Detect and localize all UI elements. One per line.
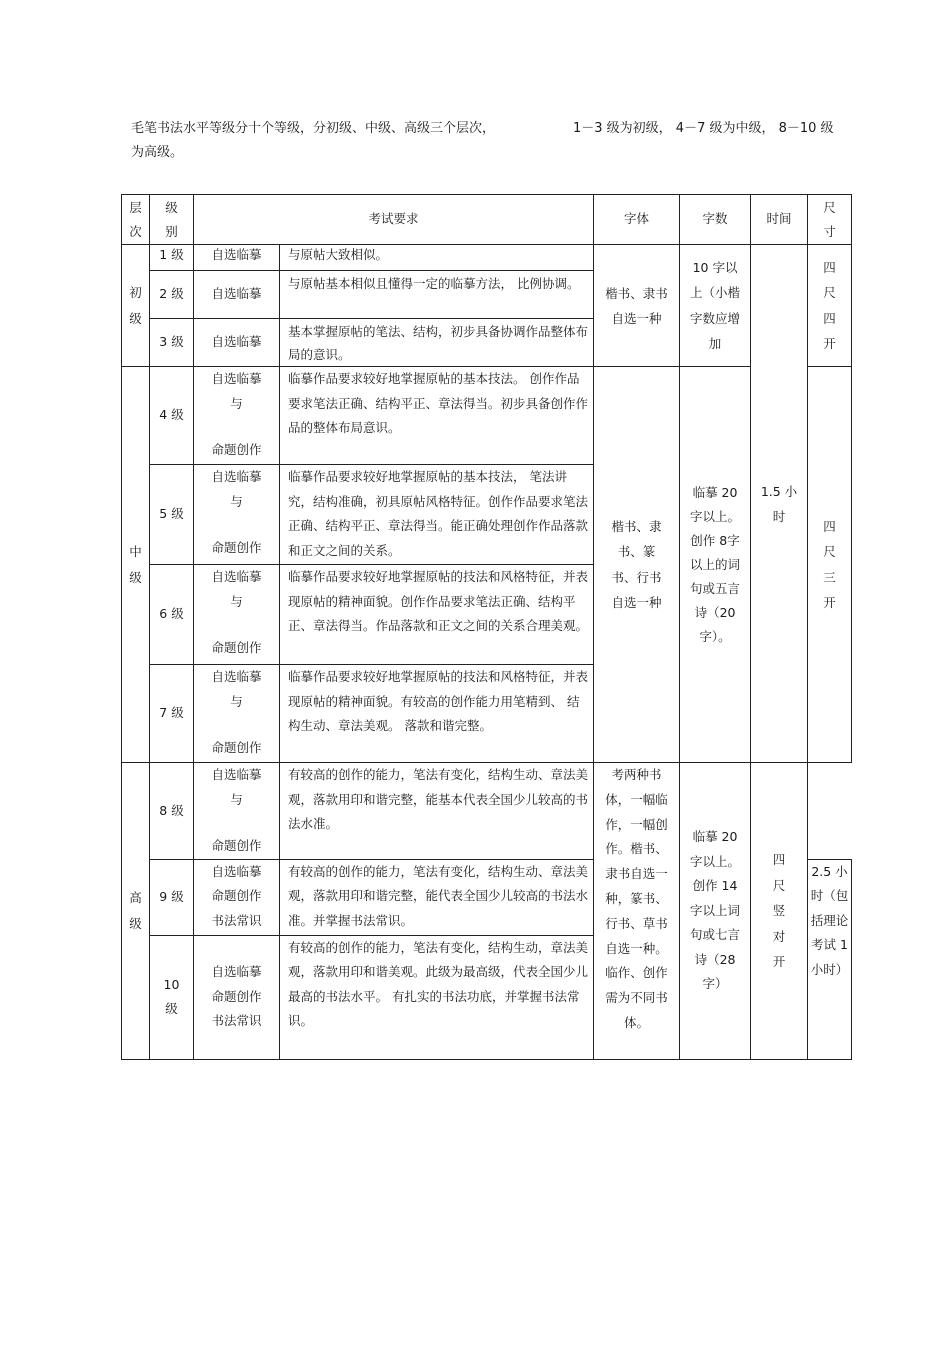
exam-type-line: 命题创作 — [211, 540, 262, 555]
exam-type — [194, 367, 280, 465]
requirement-text: 有较高的创作的能力，笔法有变化，结构生动、章法美观，落款用印和谐完整，能代表全国少儿较高的书法水准。并掌握书法常识。 — [280, 859, 594, 935]
exam-type-line: 命题创作 — [211, 988, 262, 1004]
exam-type-line: 命题创作 — [211, 838, 262, 853]
exam-type — [194, 859, 280, 935]
grade-cell: 1 级 — [150, 245, 194, 271]
beginner-script: 楷书、隶书自选一种 — [594, 245, 680, 367]
header-grade: 级别 — [150, 195, 194, 245]
tier-advanced: 高级 — [122, 763, 150, 1060]
exam-type-line: 与 — [230, 493, 243, 509]
grade-cell: 6 级 — [150, 565, 194, 665]
header-script: 字体 — [594, 195, 680, 245]
grade-cell: 2 级 — [150, 271, 194, 319]
advanced-time: 2.5 小时（包括理论考试 1小时） — [808, 859, 852, 1059]
requirement-text: 与原帖大致相似。 — [280, 245, 594, 271]
advanced-size: 四尺竖对开 — [751, 763, 808, 1060]
exam-type-line: 命题创作 — [211, 740, 262, 755]
requirement-text: 有较高的创作的能力，笔法有变化，结构生动、章法美观，落款用印和谐完整，能基本代表全国少儿较高的书法水准。 — [280, 763, 594, 860]
exam-type-line: 自选临摹 — [211, 863, 262, 879]
exam-type-line: 自选临摹 — [211, 669, 262, 684]
exam-type-line: 命题创作 — [211, 888, 262, 903]
exam-type-line: 命题创作 — [211, 442, 262, 457]
advanced-char-count: 临摹 20 字以上。创作 14 字以上词句或七言诗（28 字） — [680, 763, 751, 1060]
table-row — [122, 367, 852, 465]
requirement-text: 临摹作品要求较好地掌握原帖的基本技法， 笔法讲究，结构准确，初具原帖风格特征。创作作品要求笔法正确、结构平正、章法得当。能正确处理创作作品落款和正文之间的关系。 — [280, 465, 594, 565]
grade-cell: 8 级 — [150, 763, 194, 860]
requirement-text: 临摹作品要求较好地掌握原帖的基本技法。 创作作品要求笔法正确、结构平正、章法得当。初步具备创作作品的整体布局意识。 — [280, 367, 594, 465]
requirement-text: 基本掌握原帖的笔法、结构，初步具备协调作品整体布局的意识。 — [280, 319, 594, 367]
middle-char-count: 临摹 20 字以上。创作 8字以上的词句或五言诗（20 字）。 — [680, 367, 751, 763]
exam-type-line: 与 — [230, 791, 243, 807]
header-row — [122, 195, 852, 245]
middle-size: 四尺三开 — [808, 367, 852, 763]
exam-type-line: 与 — [230, 693, 243, 709]
exam-type-line: 与 — [230, 395, 243, 411]
header-size: 尺寸 — [808, 195, 852, 245]
requirement-text: 临摹作品要求较好地掌握原帖的技法和风格特征，并表现原帖的精神面貌。有较高的创作能力用笔精到、 结构生动、章法美观。 落款和谐完整。 — [280, 665, 594, 763]
exam-type-line: 自选临摹 — [211, 767, 262, 782]
beginner-char-count: 10 字以上（小楷字数应增加 — [680, 245, 751, 367]
exam-type — [194, 935, 280, 1059]
intro-line-1: 毛笔书法水平等级分十个等级，分初级、中级、高级三个层次， — [131, 121, 496, 136]
exam-type-line: 与 — [230, 593, 243, 609]
exam-type-line: 书法常识 — [211, 1013, 262, 1029]
tier-middle: 中级 — [122, 367, 150, 763]
table-row — [122, 245, 852, 271]
middle-script: 楷书、隶书、篆书、行书自选一种 — [594, 367, 680, 763]
grade-cell: 7 级 — [150, 665, 194, 763]
exam-type — [194, 665, 280, 763]
requirement-text: 有较高的创作的能力，笔法有变化，结构生动，章法美观，落款用印和谐美观。此级为最高级，代表全国少儿最高的书法水平。 有扎实的书法功底，并掌握书法常识。 — [280, 935, 594, 1059]
grade-cell: 4 级 — [150, 367, 194, 465]
exam-type-line: 书法常识 — [211, 912, 262, 928]
requirement-text: 与原帖基本相似且懂得一定的临摹方法， 比例协调。 — [280, 271, 594, 319]
exam-type — [194, 465, 280, 565]
table-row — [122, 763, 852, 860]
requirement-text: 临摹作品要求较好地掌握原帖的技法和风格特征，并表现原帖的精神面貌。创作作品要求笔法正确、结构平正、章法得当。作品落款和正文之间的关系合理美观。 — [280, 565, 594, 665]
grading-table — [121, 194, 852, 1060]
exam-type-line: 自选临摹 — [211, 371, 262, 386]
advanced-script: 考两种书体，一幅临作，一幅创作。楷书、隶书自选一种，篆书、行书、草书自选一种。临作、创作需为不同书体。 — [594, 763, 680, 1060]
exam-type: 自选临摹 — [194, 245, 280, 271]
header-time: 时间 — [751, 195, 808, 245]
exam-type-line: 命题创作 — [211, 640, 262, 655]
exam-type: 自选临摹 — [194, 319, 280, 367]
header-requirement: 考试要求 — [194, 195, 594, 245]
beginner-size: 四尺四开 — [808, 245, 852, 367]
exam-type: 自选临摹 — [194, 271, 280, 319]
header-tier: 层次 — [122, 195, 150, 245]
grade-cell: 9 级 — [150, 859, 194, 935]
exam-type-line: 自选临摹 — [211, 964, 262, 980]
exam-type — [194, 763, 280, 860]
grade-cell: 3 级 — [150, 319, 194, 367]
intro-line-1-ranges: 1－3 级为初级， 4－7 级为中级， 8－10 级 — [573, 121, 834, 136]
grade-cell: 5 级 — [150, 465, 194, 565]
intro-line-2: 为高级。 — [131, 145, 184, 160]
exam-type-line: 自选临摹 — [211, 569, 262, 584]
shared-time: 1.5 小时 — [751, 245, 808, 763]
exam-type-line: 自选临摹 — [211, 469, 262, 484]
header-char-count: 字数 — [680, 195, 751, 245]
exam-type — [194, 565, 280, 665]
grade-cell: 10 级 — [150, 935, 194, 1059]
tier-beginner: 初级 — [122, 245, 150, 367]
